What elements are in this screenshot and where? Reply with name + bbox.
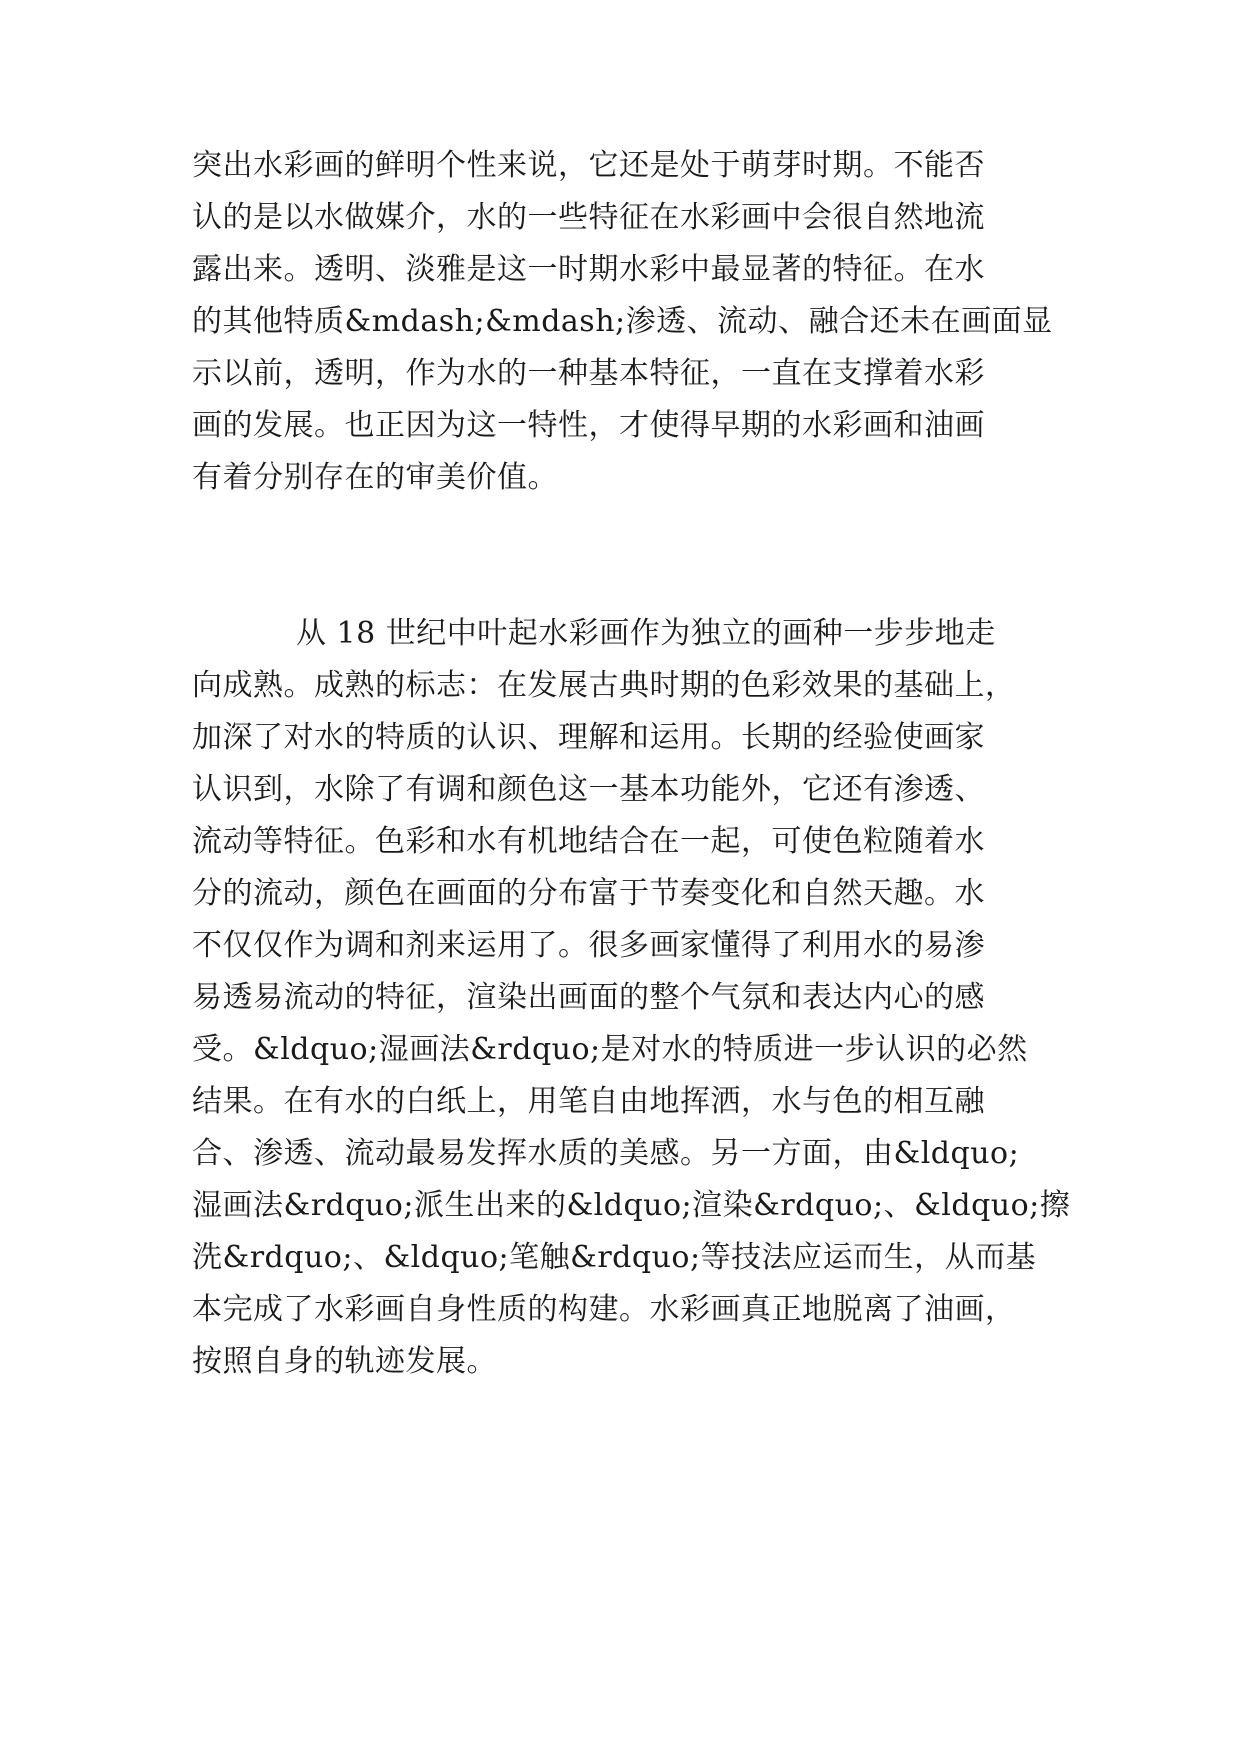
paragraph-2-line-6: 分的流动，颜色在画面的分布富于节奏变化和自然天趣。水 [192, 876, 985, 911]
paragraph-2-line-11: 合、渗透、流动最易发挥水质的美感。另一方面，由&ldquo; [192, 1136, 1020, 1171]
paragraph-2-line-12: 湿画法&rdquo;派生出来的&ldquo;渲染&rdquo;、&ldquo;擦 [192, 1188, 1071, 1223]
paragraph-1-line-7: 有着分别存在的审美价值。 [192, 460, 558, 495]
paragraph-2-line-13: 洗&rdquo;、&ldquo;笔触&rdquo;等技法应运而生，从而基 [192, 1240, 1037, 1275]
paragraph-1-line-5: 示以前，透明，作为水的一种基本特征，一直在支撑着水彩 [192, 356, 985, 391]
paragraph-2-line-8: 易透易流动的特征，渲染出画面的整个气氛和表达内心的感 [192, 980, 985, 1015]
paragraph-2-line-2: 向成熟。成熟的标志：在发展古典时期的色彩效果的基础上， [192, 668, 1016, 703]
paragraph-2-line-4: 认识到，水除了有调和颜色这一基本功能外，它还有渗透、 [192, 772, 985, 807]
paragraph-1-line-1: 突出水彩画的鲜明个性来说，它还是处于萌芽时期。不能否 [192, 148, 985, 183]
paragraph-1-line-2: 认的是以水做媒介，水的一些特征在水彩画中会很自然地流 [192, 200, 985, 235]
paragraph-2-line-3: 加深了对水的特质的认识、理解和运用。长期的经验使画家 [192, 720, 985, 755]
paragraph-1-line-6: 画的发展。也正因为这一特性，才使得早期的水彩画和油画 [192, 408, 985, 443]
paragraph-2-line-15: 按照自身的轨迹发展。 [192, 1344, 497, 1379]
paragraph-2-line-10: 结果。在有水的白纸上，用笔自由地挥洒，水与色的相互融 [192, 1084, 985, 1119]
paragraph-2-line-5: 流动等特征。色彩和水有机地结合在一起，可使色粒随着水 [192, 824, 985, 859]
paragraph-2-line-7: 不仅仅作为调和剂来运用了。很多画家懂得了利用水的易渗 [192, 928, 985, 963]
paragraph-1-line-4: 的其他特质&mdash;&mdash;渗透、流动、融合还未在画面显 [192, 304, 1053, 339]
paragraph-1-line-3: 露出来。透明、淡雅是这一时期水彩中最显著的特征。在水 [192, 252, 985, 287]
paragraph-2-line-14: 本完成了水彩画自身性质的构建。水彩画真正地脱离了油画， [192, 1292, 1016, 1327]
paragraph-2-line-9: 受。&ldquo;湿画法&rdquo;是对水的特质进一步认识的必然 [192, 1032, 1028, 1067]
paragraph-2-line-1: 从 18 世纪中叶起水彩画作为独立的画种一步步地走 [296, 616, 996, 651]
